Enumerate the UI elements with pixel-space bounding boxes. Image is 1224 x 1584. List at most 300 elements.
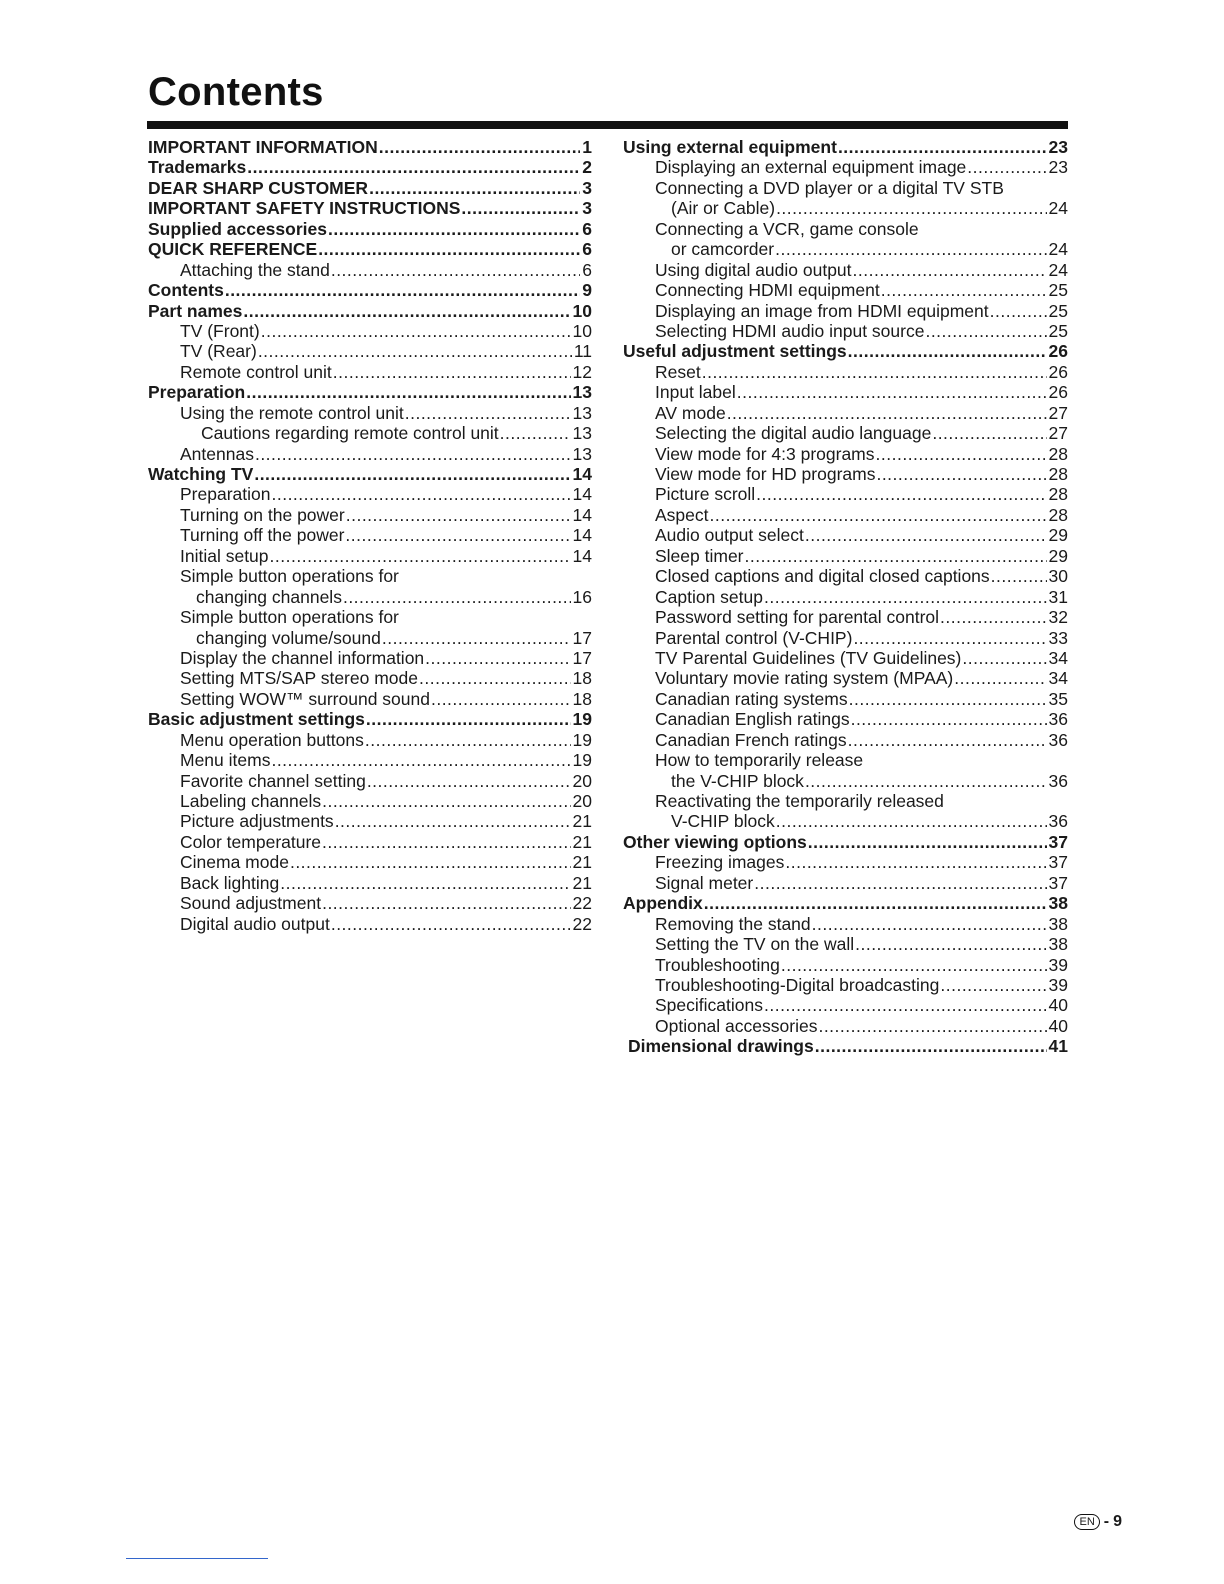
dot-leader [280, 873, 570, 893]
dot-leader [853, 628, 1046, 648]
toc-entry-page: 37 [1048, 852, 1068, 873]
toc-entry [623, 198, 1068, 218]
dot-leader [776, 811, 1047, 831]
dot-leader [805, 525, 1047, 545]
toc-entry [623, 484, 1068, 504]
toc-entry [623, 137, 1068, 157]
dot-leader [225, 280, 580, 300]
toc-entry-page: 23 [1048, 137, 1068, 157]
toc-entry [623, 730, 1068, 750]
toc-entry [148, 587, 592, 607]
toc-entry-title: Sleep timer [655, 545, 744, 566]
dot-leader [335, 811, 571, 831]
toc-entry-title: AV mode [655, 402, 726, 423]
dot-leader [848, 341, 1047, 361]
dot-leader [815, 1036, 1047, 1056]
dot-leader [254, 464, 570, 484]
toc-entry [148, 239, 592, 259]
toc-entry-page: 14 [572, 545, 592, 566]
toc-entry-title: Simple button operations for [180, 607, 399, 628]
toc-entry [623, 1036, 1068, 1056]
dot-leader [247, 157, 580, 177]
toc-entry-page: 14 [572, 484, 592, 505]
toc-entry-title: Back lighting [180, 872, 280, 893]
toc-entry-page: 29 [1048, 545, 1068, 566]
dot-leader [365, 730, 571, 750]
toc-entry [623, 341, 1068, 361]
dot-leader [851, 709, 1047, 729]
toc-entry-page: 19 [572, 750, 592, 771]
toc-entry [623, 771, 1068, 791]
toc-entry-title: Watching TV [148, 464, 254, 484]
toc-entry [623, 403, 1068, 423]
toc-entry-page: 40 [1048, 995, 1068, 1016]
toc-entry-page: 6 [582, 259, 592, 280]
dot-leader [246, 382, 570, 402]
toc-entry-page: 24 [1048, 198, 1068, 219]
toc-entry-title: Appendix [623, 893, 703, 914]
toc-entry-title: Color temperature [180, 831, 322, 852]
toc-entry-title: Preparation [148, 382, 246, 403]
dot-leader [756, 484, 1046, 504]
dot-leader [702, 362, 1047, 382]
toc-entry-title: Displaying an external equipment image [655, 157, 967, 178]
toc-entry-title: Using external equipment [623, 137, 837, 157]
toc-entry-page: 39 [1048, 974, 1068, 995]
toc-entry-title: Simple button operations for [180, 566, 399, 587]
toc-entry-title: Specifications [655, 995, 763, 1016]
toc-entry [623, 607, 1068, 627]
toc-entry [148, 811, 592, 831]
toc-entry-title: Canadian English ratings [655, 709, 850, 730]
toc-entry-title: Turning off the power [180, 525, 345, 546]
toc-entry [623, 219, 1068, 239]
dot-leader [346, 505, 571, 525]
toc-entry-title: View mode for HD programs [655, 464, 876, 484]
toc-entry-title: Part names [148, 300, 243, 321]
toc-entry [623, 995, 1068, 1015]
dot-leader [367, 771, 571, 791]
toc-entry-page: 3 [582, 198, 592, 219]
dot-leader [818, 1016, 1046, 1036]
toc-entry-title: Using digital audio output [655, 259, 852, 280]
page-number [1074, 1513, 1122, 1531]
dot-leader [343, 587, 571, 607]
toc-entry [623, 914, 1068, 934]
toc-entry-title: Setting the TV on the wall [655, 934, 855, 955]
toc-entry [623, 975, 1068, 995]
dot-leader [270, 546, 571, 566]
toc-entry-title: Closed captions and digital closed captions [655, 566, 990, 587]
toc-entry [148, 525, 592, 545]
dot-leader [940, 975, 1046, 995]
toc-entry [623, 280, 1068, 300]
toc-entry-title: Optional accessories [655, 1015, 818, 1036]
dot-leader [776, 198, 1046, 218]
dot-leader [781, 955, 1047, 975]
toc-entry [148, 648, 592, 668]
dot-leader [849, 689, 1047, 709]
toc-entry [148, 403, 592, 423]
toc-entry-page: 39 [1048, 954, 1068, 975]
toc-entry [623, 893, 1068, 913]
dot-leader [369, 178, 580, 198]
toc-entry [148, 423, 592, 443]
toc-entry-page: 6 [582, 239, 592, 260]
toc-entry [148, 546, 592, 566]
page-number-separator: - [1103, 1513, 1110, 1530]
toc-entry-page: 38 [1048, 934, 1068, 955]
toc-entry-page: 28 [1048, 443, 1068, 464]
toc-entry [148, 668, 592, 688]
toc-entry [148, 709, 592, 729]
toc-entry [148, 341, 592, 361]
toc-entry-page: 29 [1048, 525, 1068, 546]
toc-entry [623, 464, 1068, 484]
toc-entry-title: Audio output select [655, 525, 804, 546]
toc-entry-page: 3 [582, 177, 592, 198]
toc-entry-title: Picture adjustments [180, 811, 334, 832]
toc-entry-page: 28 [1048, 504, 1068, 525]
toc-entry [148, 464, 592, 484]
toc-entry-page: 17 [572, 627, 592, 648]
toc-entry [623, 505, 1068, 525]
toc-entry-page: 23 [1048, 157, 1068, 178]
toc-entry [148, 750, 592, 770]
toc-entry-title: Labeling channels [180, 791, 322, 811]
toc-entry-page: 21 [572, 811, 592, 832]
dot-leader [881, 280, 1047, 300]
toc-entry-page: 26 [1048, 341, 1068, 362]
toc-entry-title: Signal meter [655, 872, 754, 893]
toc-entry-page: 26 [1048, 361, 1068, 382]
toc-entry [623, 955, 1068, 975]
dot-leader [500, 423, 571, 443]
toc-entry-title: V-CHIP block [671, 811, 775, 832]
toc-entry-title: Setting WOW™ surround sound [180, 688, 430, 709]
toc-entry [623, 444, 1068, 464]
toc-entry-page: 36 [1048, 709, 1068, 730]
toc-entry-page: 25 [1048, 320, 1068, 341]
toc-entry [623, 423, 1068, 443]
dot-leader [764, 587, 1047, 607]
toc-entry-page: 14 [572, 525, 592, 546]
dot-leader [328, 219, 580, 239]
toc-entry [148, 178, 592, 198]
dot-leader [405, 403, 571, 423]
toc-entry-title: Cautions regarding remote control unit [201, 423, 499, 444]
page-title: Contents [148, 70, 324, 114]
dot-leader [805, 771, 1047, 791]
toc-entry-title: IMPORTANT SAFETY INSTRUCTIONS [148, 198, 461, 219]
toc-entry-page: 36 [1048, 811, 1068, 832]
toc-entry [148, 321, 592, 341]
toc-entry-page: 34 [1048, 647, 1068, 668]
dot-leader [271, 750, 570, 770]
toc-entry [623, 852, 1068, 872]
toc-entry-title: Preparation [180, 484, 271, 505]
toc-entry-page: 10 [572, 300, 592, 321]
dot-leader [954, 668, 1046, 688]
dot-leader [379, 137, 581, 157]
toc-entry [623, 689, 1068, 709]
toc-entry-title: DEAR SHARP CUSTOMER [148, 177, 369, 198]
toc-entry [623, 239, 1068, 259]
toc-entry-page: 24 [1048, 239, 1068, 260]
toc-entry [148, 893, 592, 913]
toc-entry-title: or camcorder [671, 239, 775, 260]
en-language-badge: EN [1074, 1514, 1099, 1530]
toc-entry-title: Remote control unit [180, 361, 332, 382]
footer-line [126, 1558, 268, 1559]
toc-entry [623, 587, 1068, 607]
toc-entry-title: Displaying an image from HDMI equipment [655, 300, 989, 321]
dot-leader [322, 893, 570, 913]
toc-entry [623, 873, 1068, 893]
dot-leader [258, 341, 572, 361]
toc-column-right [623, 137, 1068, 1057]
toc-entry-page: 31 [1048, 586, 1068, 607]
toc-entry [148, 444, 592, 464]
toc-entry-title: Supplied accessories [148, 218, 327, 239]
toc-entry [148, 873, 592, 893]
toc-entry-page: 9 [582, 280, 592, 301]
toc-entry-title: Setting MTS/SAP stereo mode [180, 668, 418, 689]
toc-entry-title: Connecting a VCR, game console [655, 218, 919, 239]
toc-entry-page: 18 [572, 668, 592, 689]
toc-entry [623, 648, 1068, 668]
toc-entry-title: TV (Rear) [180, 341, 257, 362]
toc-entry-page: 18 [572, 688, 592, 709]
toc-entry-title: Selecting HDMI audio input source [655, 320, 925, 341]
dot-leader [991, 566, 1047, 586]
toc-entry-title: Input label [655, 382, 736, 403]
toc-entry [623, 260, 1068, 280]
dot-leader [737, 382, 1047, 402]
toc-entry-title: Aspect [655, 504, 709, 525]
toc-entry-title: QUICK REFERENCE [148, 239, 318, 260]
toc-entry-page: 21 [572, 872, 592, 893]
toc-entry-title: Cinema mode [180, 852, 289, 873]
toc-entry [148, 219, 592, 239]
toc-entry-title: Parental control (V-CHIP) [655, 627, 853, 648]
toc-entry [148, 730, 592, 750]
toc-entry-page: 26 [1048, 382, 1068, 403]
toc-entry-title: Dimensional drawings [628, 1036, 814, 1057]
toc-entry-title: Selecting the digital audio language [655, 423, 932, 444]
toc-entry-title: Connecting HDMI equipment [655, 280, 880, 301]
dot-leader [271, 484, 570, 504]
dot-leader [853, 260, 1047, 280]
toc-entry-title: Reactivating the temporarily released [655, 791, 944, 811]
toc-entry-page: 21 [572, 831, 592, 852]
toc-entry [148, 260, 592, 280]
dot-leader [932, 423, 1046, 443]
toc-entry-page: 11 [573, 341, 592, 362]
toc-entry-title: IMPORTANT INFORMATION [148, 137, 378, 157]
dot-leader [745, 546, 1047, 566]
toc-entry-page: 21 [572, 852, 592, 873]
toc-entry [623, 525, 1068, 545]
toc-entry [148, 689, 592, 709]
toc-entry [623, 832, 1068, 852]
toc-entry-title: TV Parental Guidelines (TV Guidelines) [655, 647, 962, 668]
toc-entry-page: 40 [1048, 1015, 1068, 1036]
toc-entry [148, 301, 592, 321]
toc-entry-title: Menu items [180, 750, 271, 771]
toc-entry [623, 178, 1068, 198]
toc-entry [148, 484, 592, 504]
dot-leader [940, 607, 1046, 627]
dot-leader [855, 934, 1046, 954]
toc-entry-title: Menu operation buttons [180, 729, 364, 750]
toc-entry [623, 709, 1068, 729]
toc-entry-page: 37 [1048, 831, 1068, 852]
dot-leader [261, 321, 571, 341]
toc-entry [148, 791, 592, 811]
toc-entry-title: Troubleshooting-Digital broadcasting [655, 974, 940, 995]
toc-entry-page: 36 [1048, 770, 1068, 791]
toc-entry-page: 1 [582, 137, 592, 157]
toc-entry [623, 546, 1068, 566]
toc-entry [148, 852, 592, 872]
dot-leader [255, 444, 571, 464]
toc-entry [623, 382, 1068, 402]
dot-leader [431, 689, 571, 709]
toc-entry-page: 38 [1048, 893, 1068, 914]
toc-entry-title: Turning on the power [180, 504, 345, 525]
toc-entry-page: 14 [572, 504, 592, 525]
toc-entry-page: 25 [1048, 300, 1068, 321]
toc-entry-page: 16 [572, 586, 592, 607]
dot-leader [290, 852, 571, 872]
toc-entry-title: changing volume/sound [196, 627, 381, 648]
dot-leader [318, 239, 580, 259]
toc-entry-page: 28 [1048, 464, 1068, 484]
dot-leader [366, 709, 571, 729]
toc-entry-title: Using the remote control unit [180, 402, 404, 423]
toc-entry [623, 811, 1068, 831]
dot-leader [812, 914, 1047, 934]
toc-entry [623, 362, 1068, 382]
toc-entry [623, 157, 1068, 177]
toc-entry-page: 17 [572, 647, 592, 668]
dot-leader [990, 301, 1047, 321]
toc-entry [623, 628, 1068, 648]
toc-entry-page: 28 [1048, 484, 1068, 505]
toc-entry-page: 19 [572, 729, 592, 750]
toc-entry-page: 13 [572, 382, 592, 403]
toc-entry [623, 301, 1068, 321]
toc-entry-title: Canadian French ratings [655, 729, 847, 750]
title-rule [147, 121, 1068, 129]
toc-entry-page: 24 [1048, 259, 1068, 280]
toc-entry-title: Contents [148, 280, 224, 301]
toc-entry [148, 362, 592, 382]
toc-entry-title: Digital audio output [180, 913, 330, 934]
toc-entry-title: View mode for 4:3 programs [655, 443, 875, 464]
toc-entry-page: 19 [572, 709, 592, 730]
dot-leader [808, 832, 1047, 852]
toc-entry-title: Display the channel information [180, 647, 425, 668]
dot-leader [425, 648, 570, 668]
toc-entry [623, 750, 1068, 770]
dot-leader [345, 525, 570, 545]
toc-entry-page: 38 [1048, 913, 1068, 934]
toc-entry-page: 30 [1048, 566, 1068, 587]
dot-leader [775, 239, 1046, 259]
dot-leader [727, 403, 1047, 423]
toc-entry-page: 13 [572, 402, 592, 423]
toc-entry [623, 791, 1068, 811]
dot-leader [967, 157, 1046, 177]
toc-entry-page: 34 [1048, 668, 1068, 689]
toc-entry [623, 934, 1068, 954]
toc-entry [623, 668, 1068, 688]
toc-entry-title: Trademarks [148, 157, 247, 178]
toc-entry-title: Removing the stand [655, 913, 811, 934]
toc-entry-title: Useful adjustment settings [623, 341, 847, 362]
dot-leader [322, 791, 570, 811]
toc-entry-title: Basic adjustment settings [148, 709, 365, 730]
toc-entry [148, 505, 592, 525]
toc-entry-title: Attaching the stand [180, 259, 330, 280]
toc-entry-title: TV (Front) [180, 320, 260, 341]
toc-entry-page: 33 [1048, 627, 1068, 648]
dot-leader [754, 873, 1046, 893]
toc-entry [623, 566, 1068, 586]
dot-leader [876, 464, 1046, 484]
toc-entry-page: 22 [572, 893, 592, 914]
toc-entry-page: 36 [1048, 729, 1068, 750]
toc-entry-page: 13 [572, 423, 592, 444]
toc-entry-page: 41 [1048, 1036, 1068, 1057]
toc-entry-title: Favorite channel setting [180, 770, 366, 791]
toc-entry [148, 280, 592, 300]
toc-entry-title: Initial setup [180, 545, 269, 566]
toc-entry [148, 628, 592, 648]
dot-leader [876, 444, 1047, 464]
toc-entry-page: 6 [582, 218, 592, 239]
toc-entry-title: (Air or Cable) [671, 198, 776, 219]
toc-entry [623, 321, 1068, 341]
dot-leader [764, 995, 1047, 1015]
toc-entry-page: 13 [572, 443, 592, 464]
toc-entry-title: Connecting a DVD player or a digital TV STB [655, 177, 1004, 198]
toc-entry-page: 20 [572, 770, 592, 791]
dot-leader [331, 260, 580, 280]
dot-leader [785, 852, 1046, 872]
toc-entry [623, 1016, 1068, 1036]
dot-leader [838, 137, 1047, 157]
dot-leader [331, 914, 571, 934]
toc-column-left [148, 137, 592, 934]
toc-entry-page: 25 [1048, 280, 1068, 301]
toc-entry-title: the V-CHIP block [671, 770, 804, 791]
dot-leader [419, 668, 571, 688]
toc-entry-title: Picture scroll [655, 484, 756, 505]
toc-entry-title: changing channels [196, 586, 342, 607]
toc-entry-title: Password setting for parental control [655, 607, 940, 628]
toc-entry-title: Reset [655, 361, 701, 382]
dot-leader [461, 198, 580, 218]
toc-entry-title: Caption setup [655, 586, 763, 607]
dot-leader [848, 730, 1047, 750]
dot-leader [382, 628, 571, 648]
toc-entry-page: 10 [572, 320, 592, 341]
toc-entry-page: 27 [1048, 402, 1068, 423]
toc-entry-page: 27 [1048, 423, 1068, 444]
